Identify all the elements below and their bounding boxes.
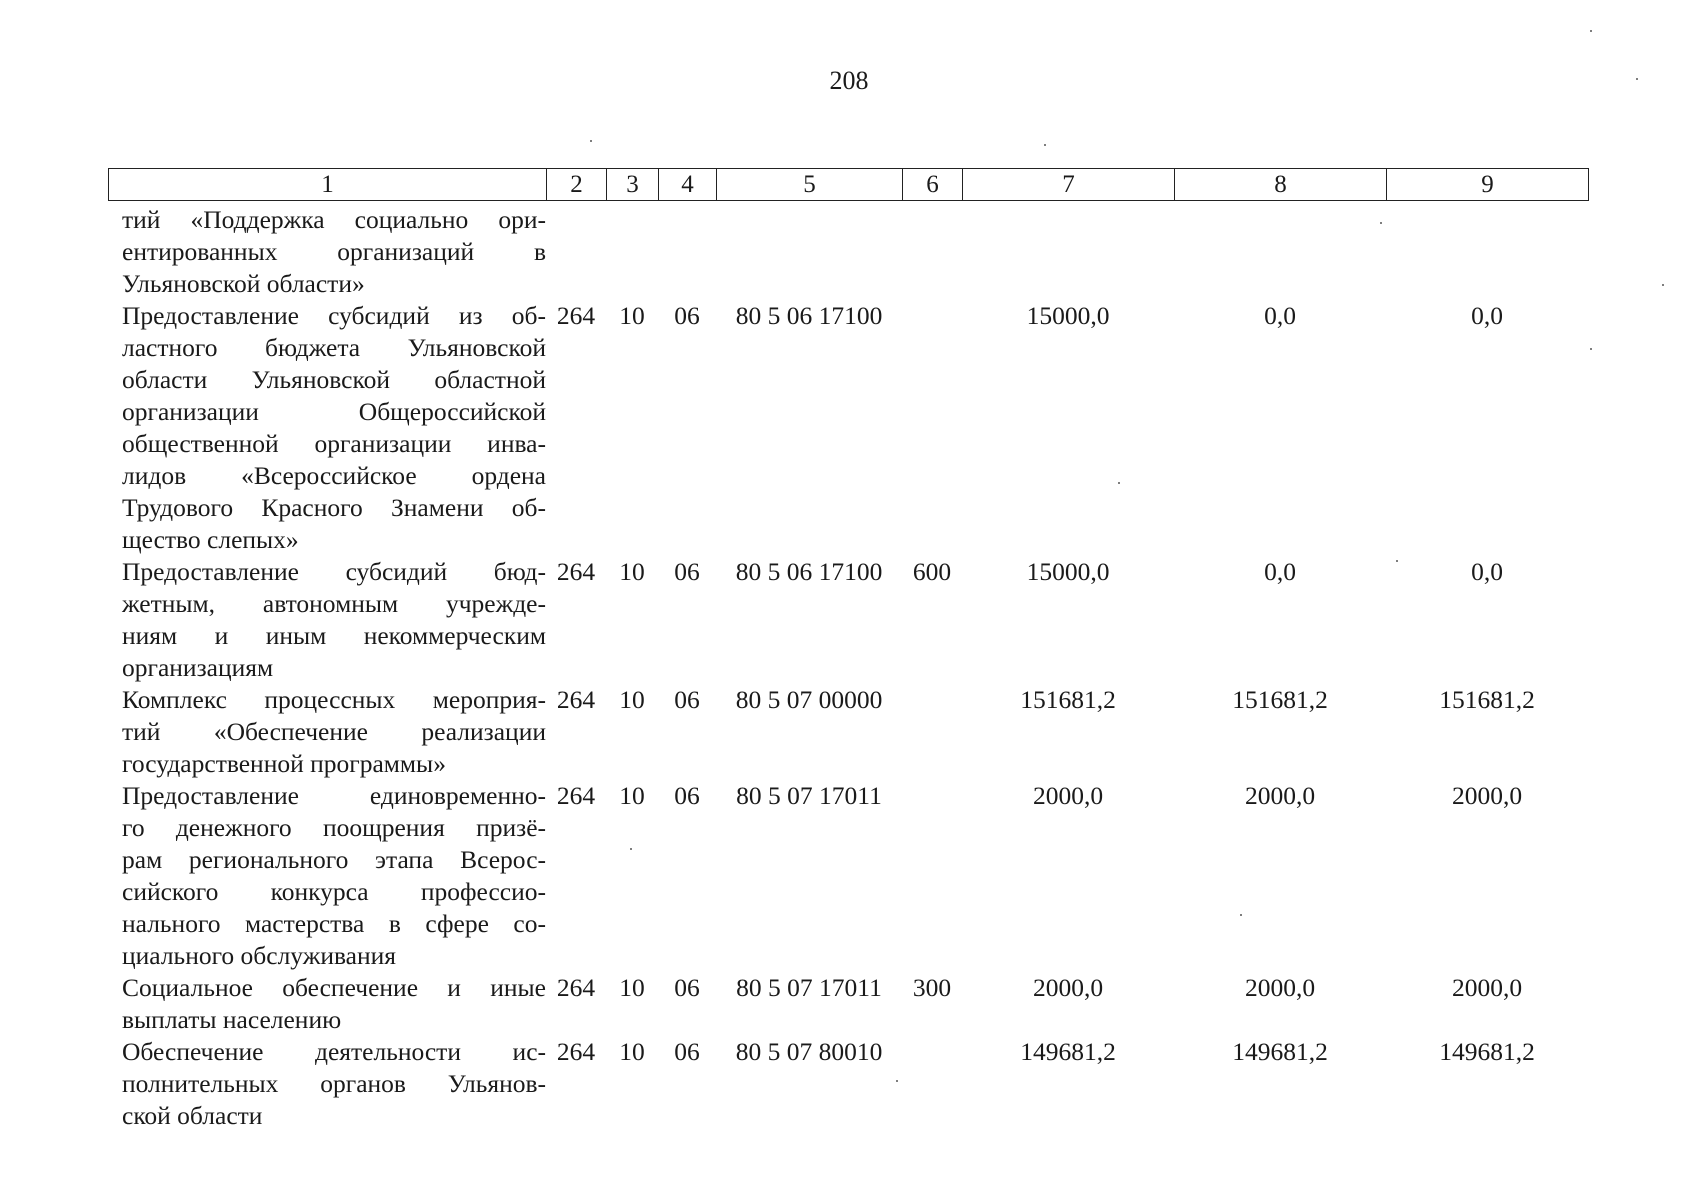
scan-speck: [1240, 914, 1242, 916]
amount-col-8: 149681,2: [1232, 1037, 1328, 1066]
subsection-code: 06: [674, 685, 700, 714]
description-line: общественной организации инва-: [122, 429, 546, 458]
scan-speck: [1590, 30, 1592, 32]
scan-speck: [1636, 78, 1638, 80]
amount-col-7: 2000,0: [1032, 973, 1104, 1002]
description-line: щество слепых»: [122, 525, 299, 554]
description-line: ской области: [122, 1101, 263, 1130]
scan-speck: [1118, 482, 1120, 484]
amount-col-7: 15000,0: [1026, 557, 1110, 586]
row-description: [122, 684, 546, 780]
row-description: [122, 1036, 546, 1132]
amount-col-8: 0,0: [1264, 557, 1296, 586]
section-code: 10: [619, 973, 645, 1002]
description-line: Социальное обеспечение и иные: [122, 973, 546, 1002]
amount-col-8: 2000,0: [1244, 973, 1316, 1002]
table-row: [108, 204, 1588, 300]
admin-code: 264: [556, 557, 596, 586]
subsection-code: 06: [674, 1037, 700, 1066]
description-line: циального обслуживания: [122, 941, 397, 970]
scan-speck: [896, 1080, 898, 1082]
scan-speck: [590, 140, 592, 142]
table-row: [108, 780, 1588, 972]
amount-col-8: 151681,2: [1232, 685, 1328, 714]
column-header-table: [108, 168, 1589, 201]
column-header-7: 7: [963, 169, 1175, 201]
description-line: лидов «Всероссийское ордена: [122, 461, 546, 490]
subsection-code: 06: [674, 781, 700, 810]
description-line: организации Общероссийской: [122, 397, 546, 426]
scan-speck: [630, 848, 632, 850]
table-row: [108, 972, 1588, 1036]
target-article-code: 80 5 07 00000: [735, 685, 883, 714]
target-article-code: 80 5 07 17011: [736, 973, 882, 1002]
description-line: полнительных органов Ульянов-: [122, 1069, 546, 1098]
table-row: [108, 684, 1588, 780]
column-header-row: [109, 169, 1589, 201]
description-line: тий «Поддержка социально ори-: [122, 205, 546, 234]
description-line: области Ульяновской областной: [122, 365, 546, 394]
table-row: [108, 556, 1588, 684]
description-line: Предоставление единовременно-: [122, 781, 546, 810]
description-line: Предоставление субсидий бюд-: [122, 557, 546, 586]
amount-col-7: 15000,0: [1026, 301, 1110, 330]
page-number: 208: [829, 66, 869, 95]
amount-col-7: 149681,2: [1020, 1037, 1116, 1066]
amount-col-7: 2000,0: [1032, 781, 1104, 810]
amount-col-9: 2000,0: [1451, 973, 1523, 1002]
description-line: выплаты населению: [122, 1005, 342, 1034]
column-header-1: 1: [109, 169, 547, 201]
target-article-code: 80 5 06 17100: [735, 557, 883, 586]
section-code: 10: [619, 781, 645, 810]
target-article-code: 80 5 06 17100: [735, 301, 883, 330]
description-line: Обеспечение деятельности ис-: [122, 1037, 546, 1066]
description-line: организациям: [122, 653, 274, 682]
row-description: [122, 780, 546, 972]
description-line: Ульяновской области»: [122, 269, 365, 298]
admin-code: 264: [556, 781, 596, 810]
expense-type-code: 300: [912, 973, 952, 1002]
table-row: [108, 1036, 1588, 1132]
scan-speck: [1662, 284, 1664, 286]
description-line: го денежного поощрения призё-: [122, 813, 546, 842]
admin-code: 264: [556, 973, 596, 1002]
description-line: нального мастерства в сфере со-: [122, 909, 546, 938]
amount-col-9: 0,0: [1471, 557, 1503, 586]
section-code: 10: [619, 1037, 645, 1066]
row-description: [122, 556, 546, 684]
column-header-5: 5: [717, 169, 903, 201]
target-article-code: 80 5 07 17011: [736, 781, 882, 810]
column-header-2: 2: [547, 169, 607, 201]
amount-col-8: 0,0: [1264, 301, 1296, 330]
section-code: 10: [619, 685, 645, 714]
description-line: сийского конкурса профессио-: [122, 877, 546, 906]
amount-col-8: 2000,0: [1244, 781, 1316, 810]
row-description: [122, 204, 546, 300]
amount-col-9: 151681,2: [1439, 685, 1535, 714]
description-line: ентированных организаций в: [122, 237, 546, 266]
subsection-code: 06: [674, 973, 700, 1002]
admin-code: 264: [556, 301, 596, 330]
admin-code: 264: [556, 1037, 596, 1066]
row-description: [122, 300, 546, 556]
column-header-3: 3: [607, 169, 659, 201]
section-code: 10: [619, 301, 645, 330]
description-line: Предоставление субсидий из об-: [122, 301, 546, 330]
column-header-9: 9: [1387, 169, 1589, 201]
subsection-code: 06: [674, 557, 700, 586]
description-line: ластного бюджета Ульяновской: [122, 333, 546, 362]
scan-speck: [1044, 144, 1046, 146]
target-article-code: 80 5 07 80010: [735, 1037, 883, 1066]
amount-col-9: 0,0: [1471, 301, 1503, 330]
description-line: рам регионального этапа Всерос-: [122, 845, 546, 874]
column-header-6: 6: [903, 169, 963, 201]
amount-col-7: 151681,2: [1020, 685, 1116, 714]
description-line: ниям и иным некоммерческим: [122, 621, 546, 650]
column-header-4: 4: [659, 169, 717, 201]
description-line: жетным, автономным учрежде-: [122, 589, 546, 618]
subsection-code: 06: [674, 301, 700, 330]
description-line: государственной программы»: [122, 749, 446, 778]
budget-table-body: [108, 204, 1588, 1132]
scan-speck: [1396, 560, 1398, 562]
section-code: 10: [619, 557, 645, 586]
column-header-8: 8: [1175, 169, 1387, 201]
expense-type-code: 600: [912, 557, 952, 586]
row-description: [122, 972, 546, 1036]
description-line: тий «Обеспечение реализации: [122, 717, 546, 746]
description-line: Комплекс процессных мероприя-: [122, 685, 546, 714]
scan-speck: [1590, 348, 1592, 350]
scan-speck: [1380, 222, 1382, 224]
admin-code: 264: [556, 685, 596, 714]
table-row: [108, 300, 1588, 556]
amount-col-9: 149681,2: [1439, 1037, 1535, 1066]
amount-col-9: 2000,0: [1451, 781, 1523, 810]
description-line: Трудового Красного Знамени об-: [122, 493, 546, 522]
